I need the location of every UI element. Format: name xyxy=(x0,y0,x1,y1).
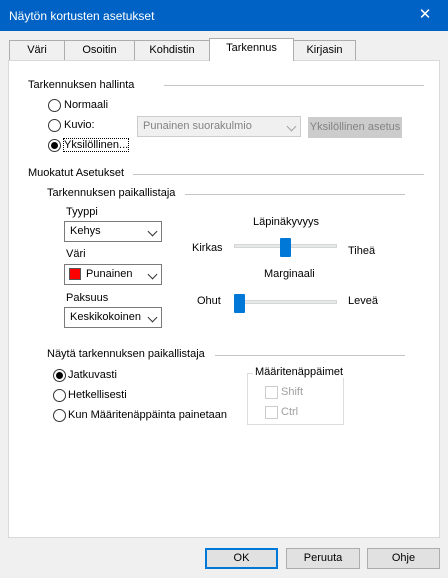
radio-normaali-label: Normaali xyxy=(64,99,109,111)
focus-control-heading: Tarkennuksen hallinta xyxy=(28,79,135,91)
title-bar xyxy=(0,0,448,31)
cancel-button-label: Peruuta xyxy=(303,552,343,564)
radio-kuvio[interactable] xyxy=(48,119,61,132)
cancel-button[interactable] xyxy=(286,548,360,569)
tab-label: Kirjasin xyxy=(306,44,343,56)
color-select[interactable] xyxy=(64,264,162,285)
thickness-select[interactable] xyxy=(64,307,162,328)
chevron-down-icon xyxy=(148,313,158,323)
modifier-keys-heading: Määritenäppäimet xyxy=(255,366,344,378)
chevron-down-icon xyxy=(148,227,158,237)
radio-yksilollinen[interactable] xyxy=(48,139,61,152)
divider xyxy=(133,174,424,175)
tab-label: Kohdistin xyxy=(149,44,195,56)
tab-kohdistin[interactable] xyxy=(134,40,210,60)
opacity-min-label: Kirkas xyxy=(192,242,223,254)
divider xyxy=(164,85,424,86)
radio-yksilollinen-label: Yksilöllinen... xyxy=(64,139,129,151)
radio-jatkuvasti[interactable] xyxy=(53,369,66,382)
opacity-slider-thumb[interactable] xyxy=(280,238,291,257)
divider xyxy=(215,355,405,356)
radio-jatkuvasti-label: Jatkuvasti xyxy=(68,369,117,381)
type-select-value: Kehys xyxy=(70,225,101,237)
tab-tarkennus[interactable] xyxy=(209,38,294,61)
tab-vari[interactable] xyxy=(9,40,65,60)
opacity-max-label: Tiheä xyxy=(348,245,376,257)
radio-kuvio-label: Kuvio: xyxy=(64,119,95,131)
margin-max-label: Leveä xyxy=(348,295,378,307)
chevron-down-icon xyxy=(148,270,158,280)
pattern-select[interactable] xyxy=(137,116,301,137)
thickness-label: Paksuus xyxy=(66,292,109,304)
ok-button[interactable] xyxy=(205,548,278,569)
shift-checkbox-label: Shift xyxy=(281,386,304,398)
margin-slider-track[interactable] xyxy=(234,300,337,304)
tab-label: Osoitin xyxy=(82,44,117,56)
radio-hetkellisesti[interactable] xyxy=(53,389,66,402)
show-indicator-heading: Näytä tarkennuksen paikallistaja xyxy=(47,348,205,360)
type-label: Tyyppi xyxy=(66,206,98,218)
ctrl-checkbox[interactable] xyxy=(265,406,278,419)
tab-label: Väri xyxy=(27,44,47,56)
tab-osoitin[interactable] xyxy=(64,40,135,60)
ctrl-checkbox-label: Ctrl xyxy=(281,406,299,418)
divider xyxy=(185,194,405,195)
color-select-value: Punainen xyxy=(86,268,133,280)
thickness-select-value: Keskikokoinen xyxy=(70,311,141,323)
radio-maaritenappain[interactable] xyxy=(53,409,66,422)
margin-label: Marginaali xyxy=(264,268,315,280)
color-swatch xyxy=(69,268,81,280)
color-label: Väri xyxy=(66,248,86,260)
pattern-select-value: Punainen suorakulmio xyxy=(143,120,252,132)
close-icon[interactable]: ✕ xyxy=(418,6,432,23)
tab-kirjasin[interactable] xyxy=(293,40,356,60)
custom-settings-button-label: Yksilöllinen asetus xyxy=(309,121,401,133)
custom-settings-button[interactable] xyxy=(308,117,402,138)
chevron-down-icon xyxy=(287,122,297,132)
tab-label: Tarkennus xyxy=(226,42,277,54)
opacity-label: Läpinäkyvyys xyxy=(253,216,320,228)
shift-checkbox[interactable] xyxy=(265,386,278,399)
margin-slider-thumb[interactable] xyxy=(234,294,245,313)
type-select[interactable] xyxy=(64,221,162,242)
indicator-heading: Tarkennuksen paikallistaja xyxy=(47,187,176,199)
radio-hetkellisesti-label: Hetkellisesti xyxy=(68,389,127,401)
custom-settings-heading: Muokatut Asetukset xyxy=(28,167,124,179)
help-button-label: Ohje xyxy=(391,552,416,564)
radio-maaritenappain-label: Kun Määritenäppäinta painetaan xyxy=(68,409,228,421)
radio-normaali[interactable] xyxy=(48,99,61,112)
window-title: Näytön kortusten asetukset xyxy=(9,9,155,23)
margin-min-label: Ohut xyxy=(197,295,221,307)
help-button[interactable] xyxy=(367,548,440,569)
ok-button-label: OK xyxy=(233,552,250,564)
